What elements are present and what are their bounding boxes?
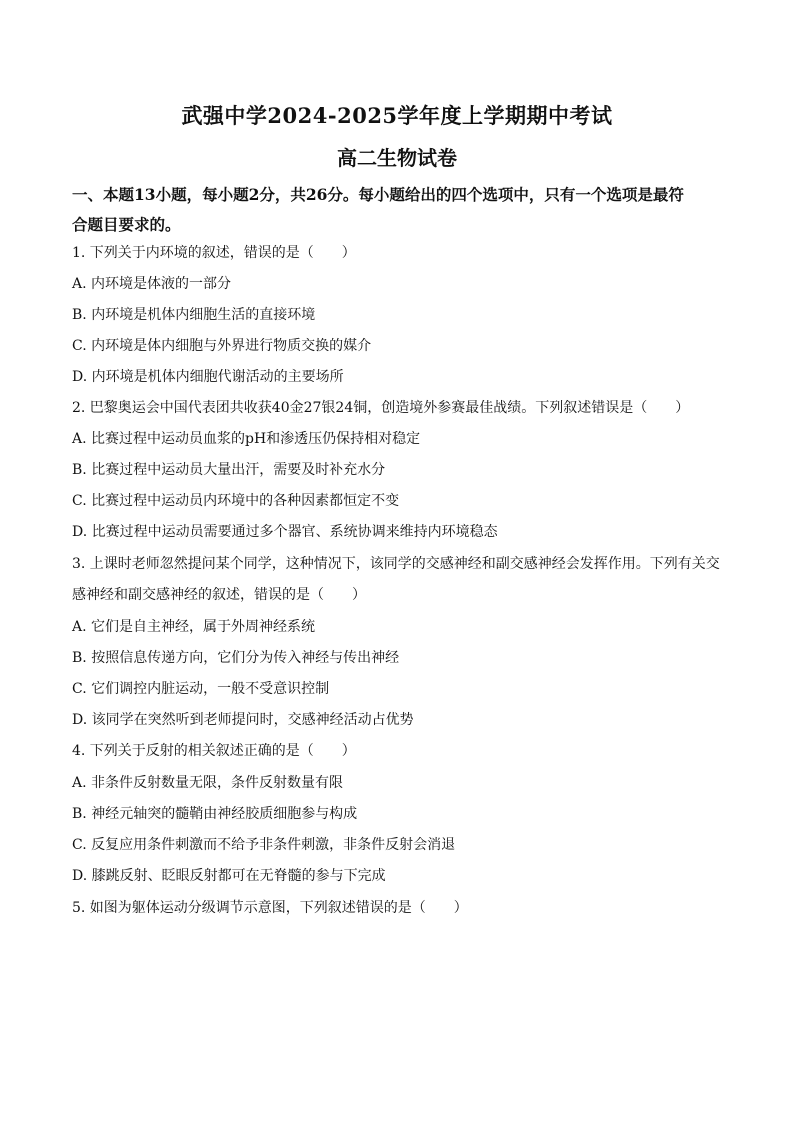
question-3-option-a: A. 它们是自主神经，属于外周神经系统: [72, 619, 316, 635]
exam-subtitle: 高二生物试卷: [337, 146, 457, 170]
question-4-stem: 4. 下列关于反射的相关叙述正确的是（ ）: [72, 743, 356, 759]
question-5-stem: 5. 如图为躯体运动分级调节示意图，下列叙述错误的是（ ）: [72, 900, 468, 916]
question-1-option-b: B. 内环境是机体内细胞生活的直接环境: [72, 307, 316, 323]
exam-title: 武强中学2024-2025学年度上学期期中考试: [181, 103, 613, 128]
question-1-option-a: A. 内环境是体液的一部分: [72, 276, 232, 292]
question-4-option-a: A. 非条件反射数量无限，条件反射数量有限: [72, 775, 344, 791]
question-4-option-c: C. 反复应用条件刺激而不给予非条件刺激，非条件反射会消退: [72, 837, 456, 853]
question-3-option-b: B. 按照信息传递方向，它们分为传入神经与传出神经: [72, 650, 400, 666]
question-2-option-c: C. 比赛过程中运动员内环境中的各种因素都恒定不变: [72, 493, 400, 509]
question-3-option-c: C. 它们调控内脏运动，一般不受意识控制: [72, 681, 330, 697]
question-4-option-d: D. 膝跳反射、眨眼反射都可在无脊髓的参与下完成: [72, 868, 386, 884]
question-2-option-a: A. 比赛过程中运动员血浆的pH和渗透压仍保持相对稳定: [72, 431, 421, 447]
question-2-option-b: B. 比赛过程中运动员大量出汗，需要及时补充水分: [72, 462, 386, 478]
question-3-stem-line2: 感神经和副交感神经的叙述，错误的是（ ）: [72, 587, 366, 603]
question-4-option-b: B. 神经元轴突的髓鞘由神经胶质细胞参与构成: [72, 806, 358, 822]
question-2-stem: 2. 巴黎奥运会中国代表团共收获40金27银24铜，创造境外参赛最佳战绩。下列叙述错误是（ ）: [72, 400, 690, 416]
question-3-stem-line1: 3. 上课时老师忽然提问某个同学，这种情况下，该同学的交感神经和副交感神经会发挥作用。下列有关交: [72, 556, 720, 572]
section-heading: [72, 180, 724, 240]
section-heading-line2: 合题目要求的。: [72, 215, 181, 234]
question-2-option-d: D. 比赛过程中运动员需要通过多个器官、系统协调来维持内环境稳态: [72, 524, 498, 540]
question-1-stem: 1. 下列关于内环境的叙述，错误的是（ ）: [72, 245, 356, 261]
question-1-option-d: D. 内环境是机体内细胞代谢活动的主要场所: [72, 369, 344, 385]
question-3-option-d: D. 该同学在突然听到老师提问时，交感神经活动占优势: [72, 712, 414, 728]
question-1-option-c: C. 内环境是体内细胞与外界进行物质交换的媒介: [72, 338, 372, 354]
section-heading-line1: 一、本题13小题，每小题2分，共26分。每小题给出的四个选项中，只有一个选项是最符: [72, 185, 684, 204]
